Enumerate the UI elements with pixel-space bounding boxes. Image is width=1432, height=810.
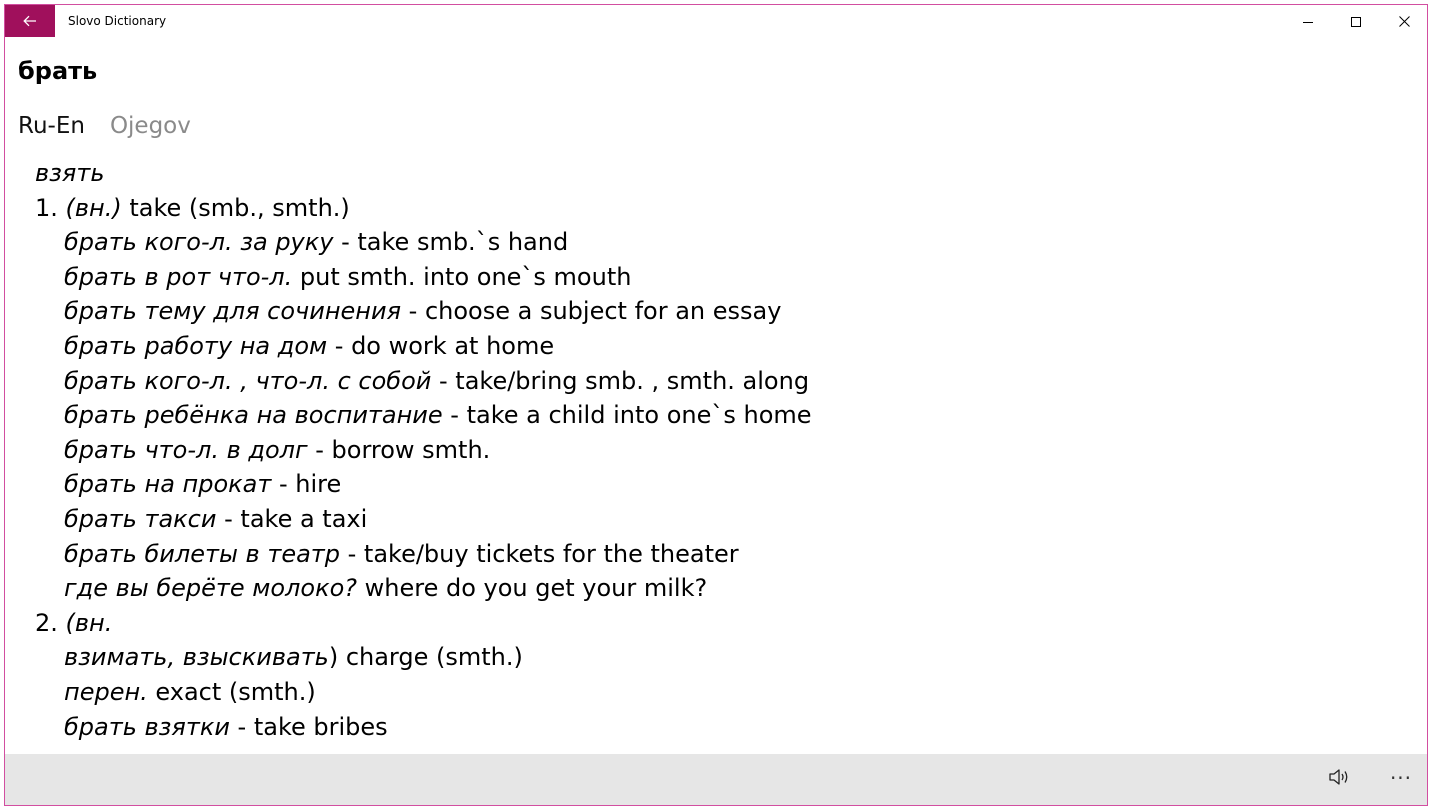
sense-gloss: take (smb., smth.) — [121, 193, 350, 222]
tab-ojegov[interactable]: Ojegov — [109, 113, 191, 139]
example-en: - take a child into one`s home — [442, 401, 812, 430]
dictionary-tabs — [18, 113, 191, 139]
tab-ru-en[interactable]: Ru-En — [18, 113, 85, 139]
example-en: where do you get your milk? — [357, 574, 708, 603]
example-ru: брать билеты в театр — [64, 539, 340, 568]
example-ru: брать кого-л. , что-л. с собой — [64, 366, 432, 395]
example-line — [35, 571, 1395, 606]
minimize-button[interactable] — [1285, 5, 1331, 37]
example-line — [35, 640, 1395, 675]
app-window — [4, 4, 1428, 806]
example-line — [35, 537, 1395, 572]
app-title: Slovo Dictionary — [68, 14, 167, 28]
sense-number: 2. — [35, 608, 66, 637]
example-ru: брать кого-л. за руку — [64, 228, 334, 257]
example-line — [35, 467, 1395, 502]
example-en: - borrow smth. — [307, 435, 491, 464]
example-en: - choose a subject for an essay — [401, 297, 782, 326]
dictionary-entry — [35, 156, 1395, 744]
example-ru: перен. — [64, 677, 148, 706]
example-en: exact (smth.) — [147, 677, 316, 706]
example-line — [35, 329, 1395, 364]
back-button[interactable] — [5, 5, 55, 37]
example-ru: брать в рот что-л. — [64, 262, 293, 291]
example-ru: брать такси — [64, 504, 217, 533]
sense-number: 1. — [35, 193, 66, 222]
more-options-button[interactable]: ··· — [1389, 766, 1413, 790]
speaker-icon — [1328, 767, 1352, 791]
example-line — [35, 398, 1395, 433]
pronounce-button[interactable] — [1323, 764, 1357, 794]
title-bar — [5, 5, 1427, 37]
example-en: ) charge (smth.) — [328, 643, 523, 672]
example-en: - take/bring smb. , smth. along — [431, 366, 810, 395]
sense-1 — [35, 191, 1395, 226]
minimize-icon — [1303, 12, 1313, 31]
example-en: put smth. into one`s mouth — [292, 262, 632, 291]
entry-headword: взять — [35, 159, 105, 187]
maximize-button[interactable] — [1333, 5, 1379, 37]
example-line — [35, 294, 1395, 329]
example-line — [35, 675, 1395, 710]
example-ru: брать ребёнка на воспитание — [64, 401, 443, 430]
sense-2 — [35, 606, 1395, 641]
example-line — [35, 710, 1395, 745]
example-en: - do work at home — [327, 331, 555, 360]
example-en: - take smb.`s hand — [333, 228, 569, 257]
example-ru: брать тему для сочинения — [64, 297, 402, 326]
example-line — [35, 502, 1395, 537]
example-line — [35, 433, 1395, 468]
example-en: - hire — [271, 470, 342, 499]
example-line — [35, 364, 1395, 399]
close-icon — [1399, 12, 1410, 31]
page-title: брать — [18, 57, 98, 85]
example-ru: взимать, взыскивать — [64, 643, 329, 672]
example-ru: где вы берёте молоко? — [64, 574, 357, 603]
example-ru: брать на прокат — [64, 470, 272, 499]
grammar-note: (вн.) — [65, 193, 122, 222]
example-ru: брать что-л. в долг — [64, 435, 308, 464]
close-button[interactable] — [1381, 5, 1427, 37]
arrow-left-icon — [23, 12, 37, 31]
example-ru: брать взятки — [64, 712, 230, 741]
example-en: - take bribes — [229, 712, 388, 741]
example-en: - take/buy tickets for the theater — [340, 539, 739, 568]
example-en: - take a taxi — [216, 504, 368, 533]
example-line — [35, 225, 1395, 260]
maximize-icon — [1351, 12, 1361, 31]
command-bar — [5, 754, 1427, 805]
grammar-note: (вн. — [65, 608, 113, 637]
example-line — [35, 260, 1395, 295]
example-ru: брать работу на дом — [64, 331, 328, 360]
